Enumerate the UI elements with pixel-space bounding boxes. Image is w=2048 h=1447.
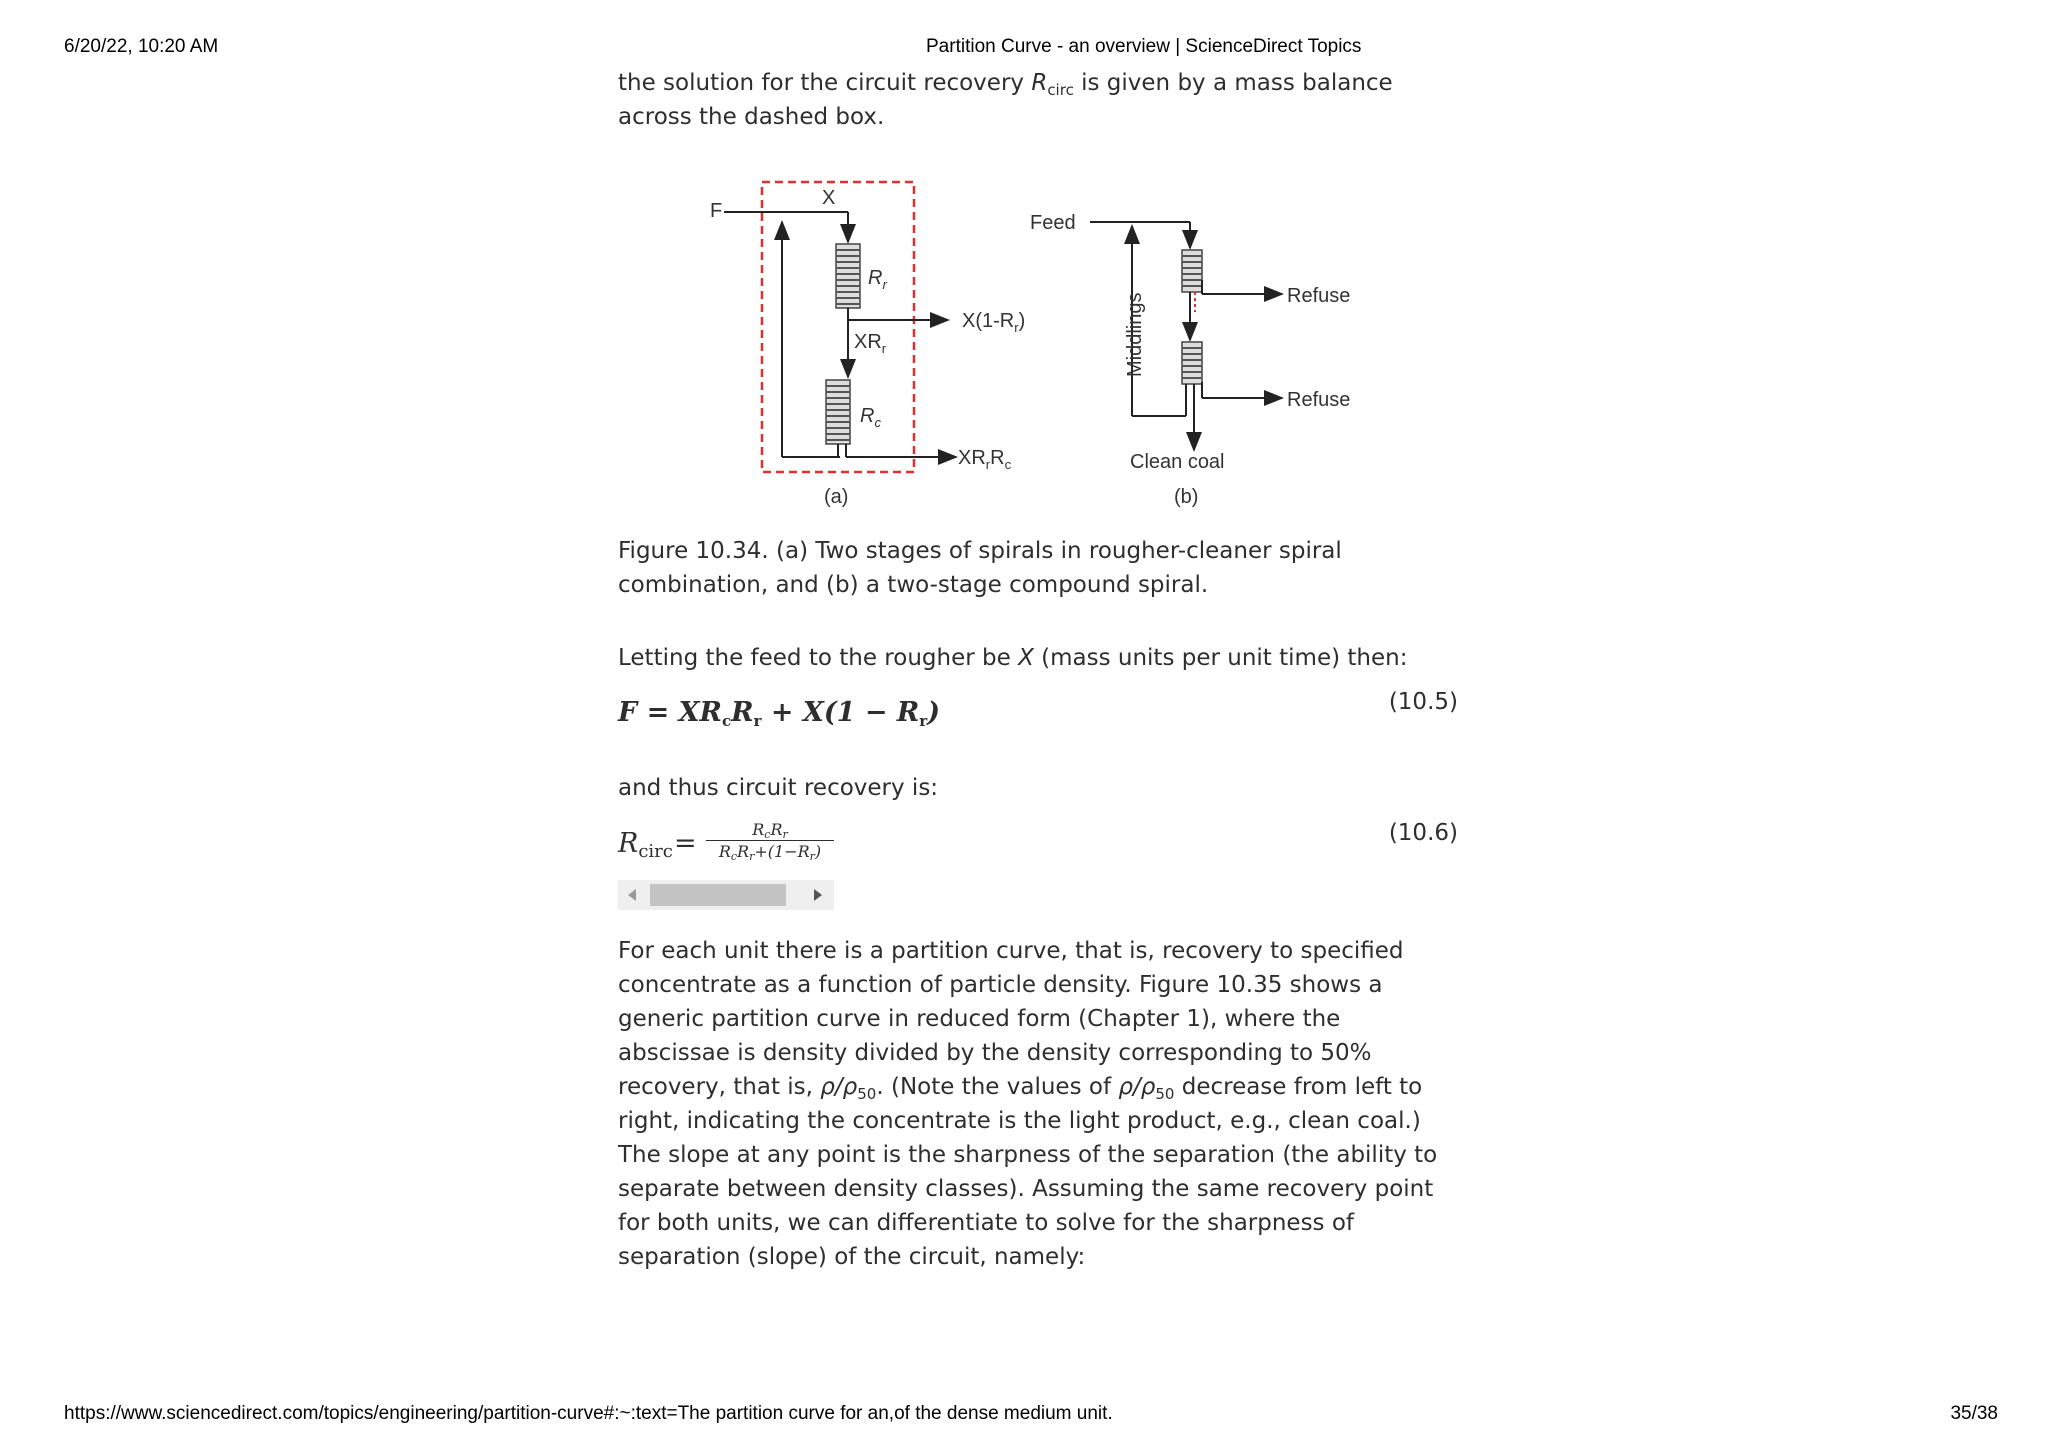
label-feed: Feed [1030,212,1076,234]
page-number: 35/38 [1950,1403,1998,1424]
body-part-3: decrease from left to right, indicating the concentrate is the light product, e.g., clean coal.) The slope at any point is the sharpness of the separation (the ability to separate between density classes). Assuming the same recovery point for both units, we can differentiate to solve for the sharpness of separation (slope) of the circuit, namely: [618,1074,1438,1270]
figure-10-34 [700,172,1380,517]
equation-number-10-5: (10.5) [1388,689,1458,715]
feed-sentence [618,641,1458,675]
eq2-num-R1: R [752,820,765,839]
feed-sentence-end: (mass units per unit time) then: [1033,645,1408,671]
thus-sentence: and thus circuit recovery is: [618,775,939,801]
svg-text:XRrRc [958,447,1012,472]
label-clean-coal: Clean coal [1130,451,1225,473]
eq1-sub-r2: r [919,712,928,730]
intro-text: the solution for the circuit recovery [618,70,1032,96]
label-XRr: XR [854,331,882,353]
eq2-denominator [706,841,834,863]
print-page-title: Partition Curve - an overview | ScienceDirect Topics [926,36,1362,57]
eq2-numerator [706,820,834,841]
equation-10-6 [618,820,1458,870]
eq1-sub-c: c [721,712,732,730]
label-out2-mid: R [990,447,1005,469]
equation-10-5 [618,689,1458,730]
rho-ratio-2: ρ/ρ [1118,1074,1156,1100]
upper-spiral-icon [1182,250,1202,292]
eq2-num-sub2: r [782,828,788,841]
label-Rr: R [868,267,883,289]
label-XRr-sub: r [881,341,887,356]
page-url: https://www.sciencedirect.com/topics/engineering/partition-curve#:~:text=The partition curve for an,of the dense medium unit. [64,1403,1113,1424]
rcirc-subscript: circ [1047,81,1074,99]
eq1-rhs-4: ) [927,697,940,728]
eq1-rhs-2: R [731,697,754,728]
eq1-lhs: F [618,697,638,728]
eq1-rhs-3: + X(1 − R [761,697,920,728]
panel-b-label: (b) [1174,486,1199,508]
svg-text:Rr [868,267,887,292]
eq2-num-sub1: c [764,828,771,841]
figure-caption: Figure 10.34. (a) Two stages of spirals in rougher-cleaner spiral combination, and (b) a two-stage compound spiral. [618,538,1342,598]
panel-a-label: (a) [824,486,849,508]
eq2-lhs-R: R [618,828,639,859]
rcirc-symbol: R [1031,70,1048,96]
scroll-left-arrow-icon[interactable] [628,889,636,901]
scroll-right-arrow-icon[interactable] [814,889,822,901]
label-X: X [822,187,836,209]
equation-number-10-6: (10.6) [1388,820,1458,846]
feed-var: X [1018,645,1034,671]
eq2-den-R2: R [737,842,750,861]
eq2-den-sub2: r [749,850,755,863]
spiral-diagram [700,172,1380,517]
label-refuse-1: Refuse [1287,285,1351,307]
print-datetime: 6/20/22, 10:20 AM [64,36,219,57]
eq2-den-3: +(1−R [754,842,810,861]
svg-text:XRr [854,331,887,356]
eq2-lhs-sub: circ [638,841,673,862]
eq2-den-sub1: c [730,850,738,863]
eq2-den-sub3: r [809,850,815,863]
label-Rc-sub: c [874,415,881,430]
label-out1-sub: r [1014,320,1019,335]
label-Rc: R [860,405,875,427]
eq2-fraction [706,820,834,863]
label-out1: X(1-R [962,310,1015,332]
rho-ratio-1: ρ/ρ [820,1074,858,1100]
eq1-sub-r: r [753,712,762,730]
label-refuse-2: Refuse [1287,389,1351,411]
svg-text:X(1-Rr) [962,310,1025,335]
rho-sub-1: 50 [857,1085,877,1103]
cleaner-spiral-icon [826,380,850,444]
eq2-num-R2: R [770,820,783,839]
label-Rr-sub: r [882,277,887,292]
rho-sub-2: 50 [1155,1085,1175,1103]
label-out2-sub2: c [1004,457,1012,472]
equation-scrollbar[interactable] [618,880,834,910]
body-paragraph [618,934,1458,1274]
body-part-1: For each unit there is a partition curve, that is, recovery to specified concentrate as a function of particle density. Figure 10.35 shows a generic partition curve in reduced form (Chapter 1), where the abscissae is density divided by the density corresponding to 50% recovery, that is, [618,938,1404,1100]
eq2-lhs [618,828,673,862]
label-out2-sub1: r [985,457,991,472]
feed-sentence-start: Letting the feed to the rougher be [618,645,1019,671]
eq2-den-R1: R [718,842,731,861]
label-middlings: Middlings [1124,292,1146,377]
label-out1-end: ) [1018,310,1026,332]
svg-text:Rc [860,405,881,430]
label-F: F [710,200,723,222]
body-part-2: . (Note the values of [876,1074,1119,1100]
intro-paragraph [618,66,1458,134]
lower-spiral-icon [1182,342,1202,384]
scrollbar-thumb[interactable] [650,884,786,906]
label-out2: XR [958,447,986,469]
intro-text-end: is given by a mass balance across the dashed box. [618,70,1393,130]
eq2-den-4: ) [814,842,822,861]
eq1-rhs-1: = XR [637,697,722,728]
eq2-equals: = [674,828,697,859]
rougher-spiral-icon [836,244,860,308]
